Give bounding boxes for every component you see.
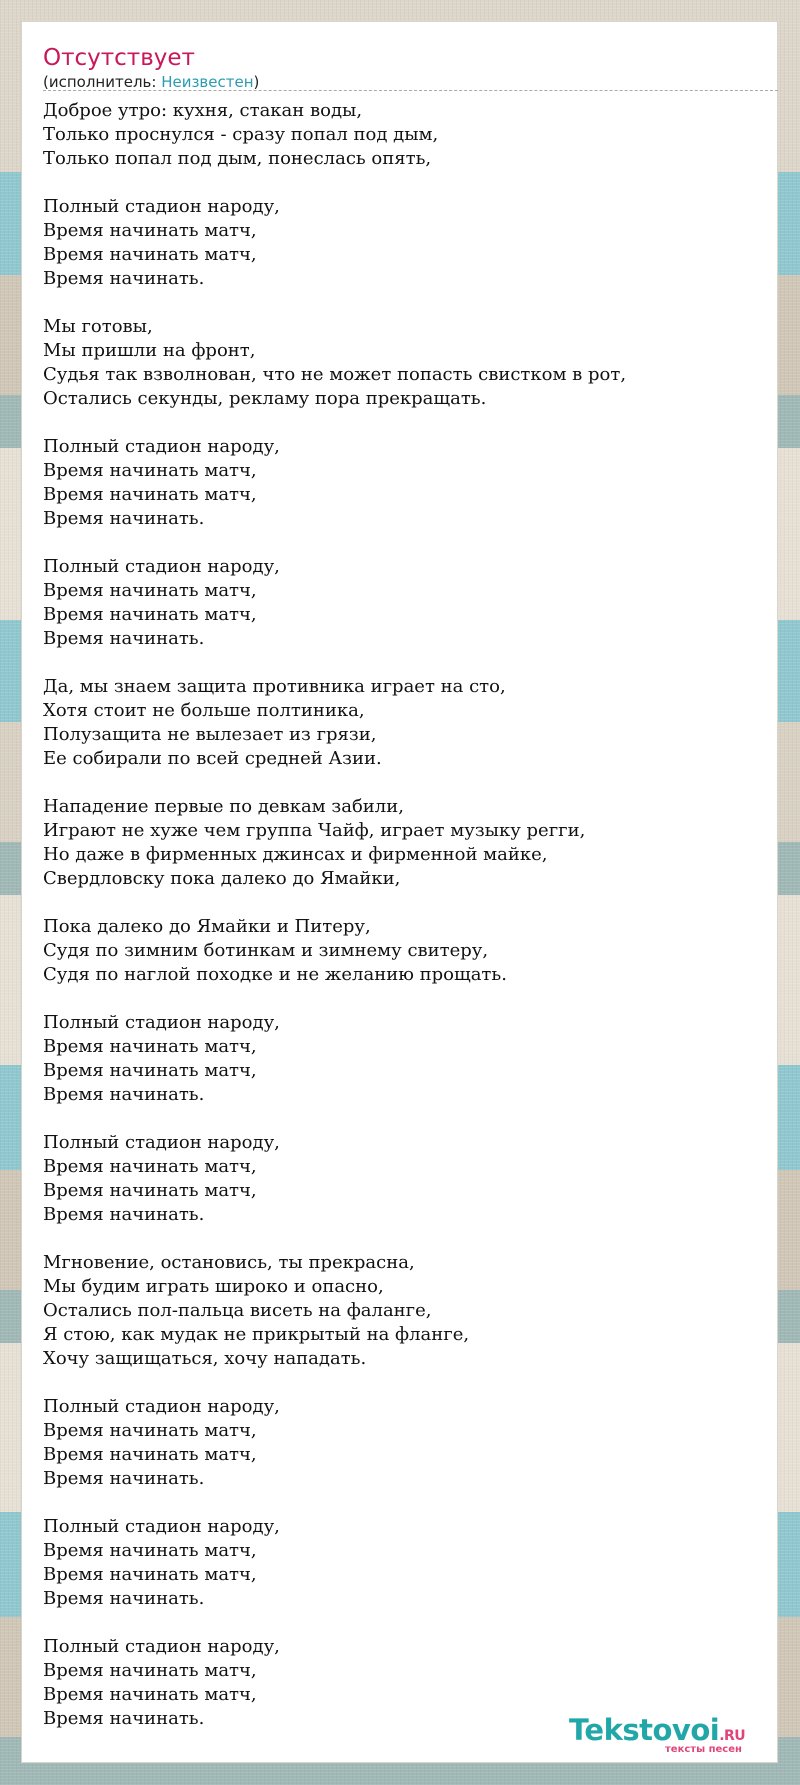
lyrics-line: Время начинать матч, [43, 604, 257, 625]
lyrics-card [21, 21, 778, 1763]
lyrics-line: Время начинать матч, [43, 580, 257, 601]
lyrics-line: Время начинать матч, [43, 1444, 257, 1465]
lyrics-line: Время начинать матч, [43, 220, 257, 241]
lyrics-line: Полный стадион народу, [43, 1396, 280, 1417]
lyrics-line: Только проснулся - сразу попал под дым, [43, 124, 439, 145]
lyrics-line: Нападение первые по девкам забили, [43, 796, 404, 817]
artist-link[interactable]: Неизвестен [161, 73, 254, 91]
lyrics-line: Полный стадион народу, [43, 436, 280, 457]
lyrics-line: Доброе утро: кухня, стакан воды, [43, 100, 363, 121]
lyrics-blank-line [43, 531, 778, 555]
lyrics-line: Полный стадион народу, [43, 1132, 280, 1153]
lyrics-line: Время начинать матч, [43, 1156, 257, 1177]
lyrics-line: Время начинать матч, [43, 1180, 257, 1201]
lyrics-line: Время начинать матч, [43, 1684, 257, 1705]
lyrics-blank-line [43, 771, 778, 795]
lyrics-line: Время начинать матч, [43, 484, 257, 505]
lyrics-line: Остались секунды, рекламу пора прекращать. [43, 388, 487, 409]
lyrics-line: Судя по наглой походке и не желанию прощать. [43, 964, 507, 985]
lyrics-line: Полузащита не вылезает из грязи, [43, 724, 377, 745]
lyrics-line: Время начинать матч, [43, 244, 257, 265]
artist-prefix: (исполнитель: [43, 73, 162, 91]
lyrics-blank-line [43, 1611, 778, 1635]
lyrics-line: Полный стадион народу, [43, 196, 280, 217]
lyrics-line: Полный стадион народу, [43, 1636, 280, 1657]
logo-tld: .RU [719, 1728, 746, 1744]
lyrics-line: Остались пол-пальца висеть на фаланге, [43, 1300, 432, 1321]
lyrics-line: Время начинать. [43, 1468, 205, 1489]
lyrics-line: Только попал под дым, понеслась опять, [43, 148, 432, 169]
lyrics-line: Я стою, как мудак не прикрытый на фланге, [43, 1324, 470, 1345]
lyrics-line: Время начинать матч, [43, 1420, 257, 1441]
lyrics-line: Свердловску пока далеко до Ямайки, [43, 868, 401, 889]
lyrics-blank-line [43, 1491, 778, 1515]
lyrics-line: Время начинать. [43, 508, 205, 529]
lyrics-line: Ее собирали по всей средней Азии. [43, 748, 382, 769]
lyrics-line: Хочу защищаться, хочу нападать. [43, 1348, 367, 1369]
lyrics-blank-line [43, 1107, 778, 1131]
lyrics-line: Время начинать матч, [43, 460, 257, 481]
lyrics-line: Мгновение, остановись, ты прекрасна, [43, 1252, 415, 1273]
lyrics-line: Но даже в фирменных джинсах и фирменной майке, [43, 844, 548, 865]
artist-suffix: ) [253, 73, 260, 91]
song-title: Отсутствует [43, 45, 195, 71]
lyrics-line: Полный стадион народу, [43, 556, 280, 577]
lyrics-line: Время начинать. [43, 1084, 205, 1105]
lyrics-line: Полный стадион народу, [43, 1012, 280, 1033]
lyrics-blank-line [43, 987, 778, 1011]
lyrics-line: Время начинать. [43, 1204, 205, 1225]
lyrics-line: Да, мы знаем защита противника играет на сто, [43, 676, 506, 697]
artist-line [43, 72, 259, 92]
lyrics-line: Мы пришли на фронт, [43, 340, 256, 361]
lyrics-blank-line [43, 171, 778, 195]
lyrics-blank-line [43, 651, 778, 675]
lyrics-blank-line [43, 1371, 778, 1395]
lyrics-line: Время начинать. [43, 628, 205, 649]
lyrics-line: Время начинать матч, [43, 1540, 257, 1561]
site-logo[interactable] [569, 1712, 769, 1760]
lyrics-line: Время начинать матч, [43, 1564, 257, 1585]
lyrics-line: Время начинать матч, [43, 1036, 257, 1057]
lyrics-line: Судья так взволнован, что не может попасть свистком в рот, [43, 364, 627, 385]
lyrics-blank-line [43, 291, 778, 315]
title-divider [43, 90, 778, 91]
lyrics-text [43, 99, 778, 1731]
lyrics-line: Полный стадион народу, [43, 1516, 280, 1537]
lyrics-line: Хотя стоит не больше полтиника, [43, 700, 365, 721]
lyrics-line: Судя по зимним ботинкам и зимнему свитеру, [43, 940, 489, 961]
logo-name: Tekstovoi [569, 1713, 720, 1747]
lyrics-line: Играют не хуже чем группа Чайф, играет музыку регги, [43, 820, 586, 841]
lyrics-line: Время начинать. [43, 1708, 205, 1729]
lyrics-line: Время начинать. [43, 1588, 205, 1609]
lyrics-line: Пока далеко до Ямайки и Питеру, [43, 916, 371, 937]
lyrics-blank-line [43, 891, 778, 915]
lyrics-blank-line [43, 411, 778, 435]
lyrics-line: Мы готовы, [43, 316, 153, 337]
lyrics-line: Время начинать матч, [43, 1660, 257, 1681]
lyrics-blank-line [43, 1227, 778, 1251]
lyrics-line: Время начинать матч, [43, 1060, 257, 1081]
logo-tagline: тексты песен [665, 1744, 742, 1755]
lyrics-line: Время начинать. [43, 268, 205, 289]
lyrics-line: Мы будим играть широко и опасно, [43, 1276, 384, 1297]
